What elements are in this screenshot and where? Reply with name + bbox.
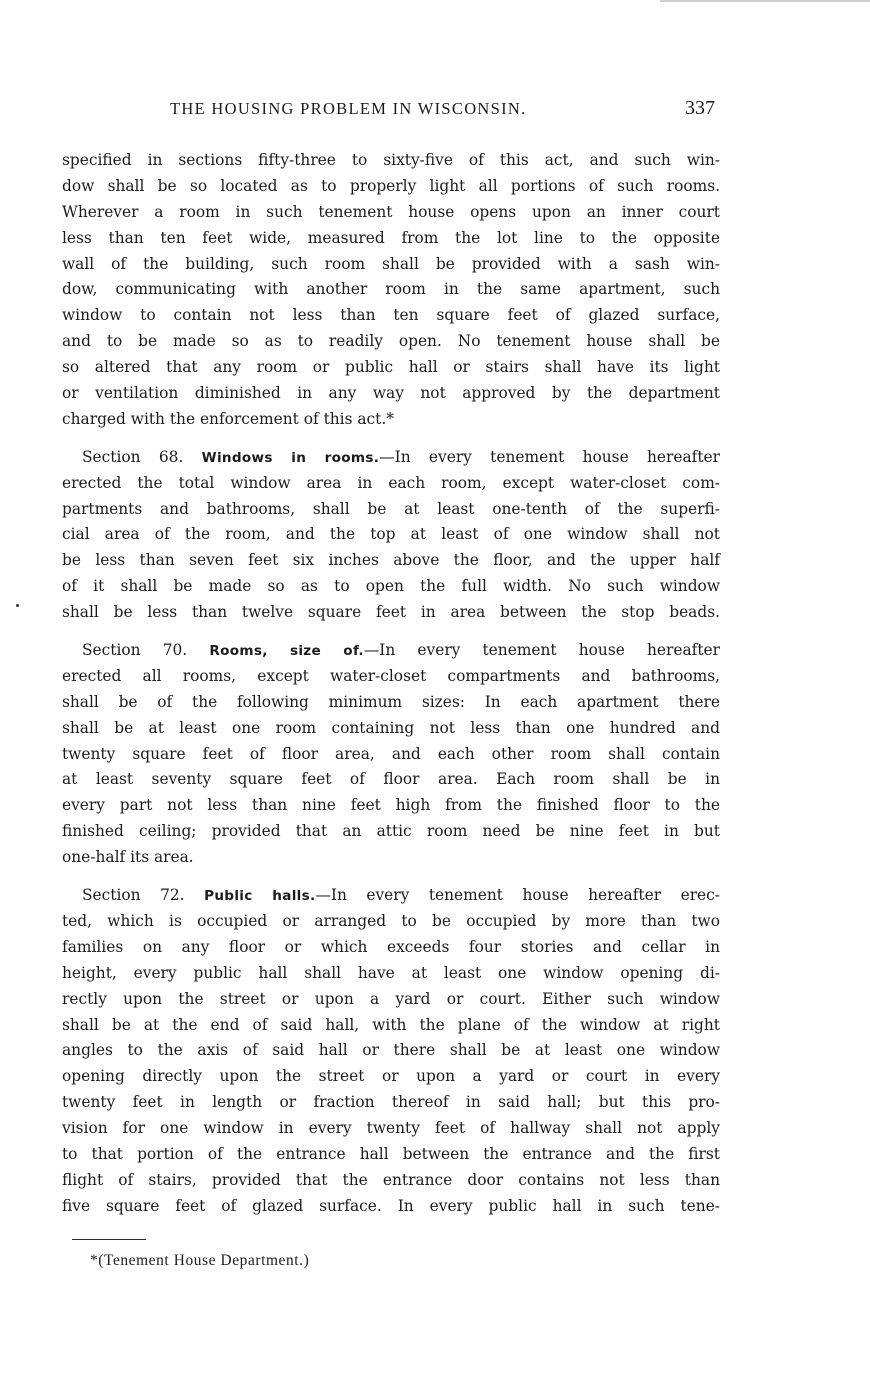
running-title: THE HOUSING PROBLEM IN WISCONSIN. (170, 99, 527, 118)
footnote: *(Tenement House Department.) (90, 1252, 310, 1269)
section-first-line-text: —In every tenement house hereafter erec- (315, 886, 720, 905)
body-text (62, 148, 720, 1220)
text-line: twenty square feet of floor area, and each other room shall contain (62, 744, 720, 763)
text-line: every part not less than nine feet high from the finished floor to the (62, 796, 720, 815)
text-line: flight of stairs, provided that the entrance door contains not less than (62, 1170, 720, 1189)
section-first-line (62, 445, 720, 471)
text-line: ted, which is occupied or arranged to be occupied by more than two (62, 911, 720, 930)
text-line: to that portion of the entrance hall between the entrance and the first (62, 1144, 720, 1163)
section-label: Section 70. (82, 641, 188, 660)
text-line: vision for one window in every twenty feet of hallway shall not apply (62, 1119, 720, 1138)
section-heading: Windows in rooms. (201, 449, 380, 466)
scan-edge-mark (660, 0, 870, 2)
section-first-line-text: —In every tenement house hereafter (363, 641, 720, 660)
text-line: partments and bathrooms, shall be at least one-tenth of the superfi- (62, 499, 720, 518)
text-line: Wherever a room in such tenement house opens upon an inner court (62, 202, 720, 221)
text-line: five square feet of glazed surface. In every public hall in such tene- (62, 1196, 720, 1215)
section-label: Section 72. (82, 886, 185, 905)
text-line: rectly upon the street or upon a yard or court. Either such window (62, 989, 720, 1008)
text-line: height, every public hall shall have at least one window opening di- (62, 963, 720, 982)
text-line: one-half its area. (62, 848, 194, 867)
text-line: shall be of the following minimum sizes: In each apartment there (62, 692, 720, 711)
text-line: window to contain not less than ten square feet of glazed surface, (62, 306, 720, 325)
text-line: at least seventy square feet of floor area. Each room shall be in (62, 770, 720, 789)
section-heading: Rooms, size of. (209, 643, 364, 660)
running-header (170, 97, 715, 125)
text-line: shall be at the end of said hall, with the plane of the window at right (62, 1015, 720, 1034)
text-line: specified in sections fifty-three to sixty-five of this act, and such win- (62, 151, 720, 169)
margin-speck (16, 604, 19, 607)
text-line: dow shall be so located as to properly light all portions of such rooms. (62, 176, 720, 195)
section-68 (62, 445, 720, 626)
section-first-line (62, 638, 720, 664)
text-line: dow, communicating with another room in the same apartment, such (62, 280, 720, 299)
text-line: and to be made so as to readily open. No tenement house shall be (62, 332, 720, 351)
text-line: wall of the building, such room shall be provided with a sash win- (62, 254, 720, 273)
text-line: opening directly upon the street or upon a yard or court in every (62, 1067, 720, 1086)
paragraph-continuation (62, 148, 720, 433)
section-first-line-text: —In every tenement house hereafter (379, 447, 720, 466)
text-line: of it shall be made so as to open the full width. No such window (62, 577, 720, 596)
section-70 (62, 638, 720, 871)
text-line: cial area of the room, and the top at least of one window shall not (62, 525, 720, 544)
text-line: twenty feet in length or fraction thereof in said hall; but this pro- (62, 1093, 720, 1112)
text-line: erected the total window area in each room, except water-closet com- (62, 473, 720, 492)
text-line: less than ten feet wide, measured from the lot line to the opposite (62, 228, 720, 247)
text-line: angles to the axis of said hall or there shall be at least one window (62, 1041, 720, 1060)
page-number: 337 (685, 97, 715, 119)
text-line: so altered that any room or public hall or stairs shall have its light (62, 358, 720, 377)
text-line: families on any floor or which exceeds four stories and cellar in (62, 937, 720, 956)
section-72 (62, 883, 720, 1220)
text-line: shall be at least one room containing not less than one hundred and (62, 718, 720, 737)
footnote-rule (72, 1239, 146, 1240)
section-first-line (62, 883, 720, 909)
text-line: charged with the enforcement of this act.* (62, 409, 394, 428)
text-line: shall be less than twelve square feet in area between the stop beads. (62, 603, 720, 622)
section-heading: Public halls. (204, 888, 316, 905)
text-line: finished ceiling; provided that an attic room need be nine feet in but (62, 822, 720, 841)
text-line: be less than seven feet six inches above the floor, and the upper half (62, 551, 720, 570)
text-line: erected all rooms, except water-closet compartments and bathrooms, (62, 666, 720, 685)
section-label: Section 68. (82, 447, 184, 466)
text-line: or ventilation diminished in any way not approved by the department (62, 384, 720, 403)
